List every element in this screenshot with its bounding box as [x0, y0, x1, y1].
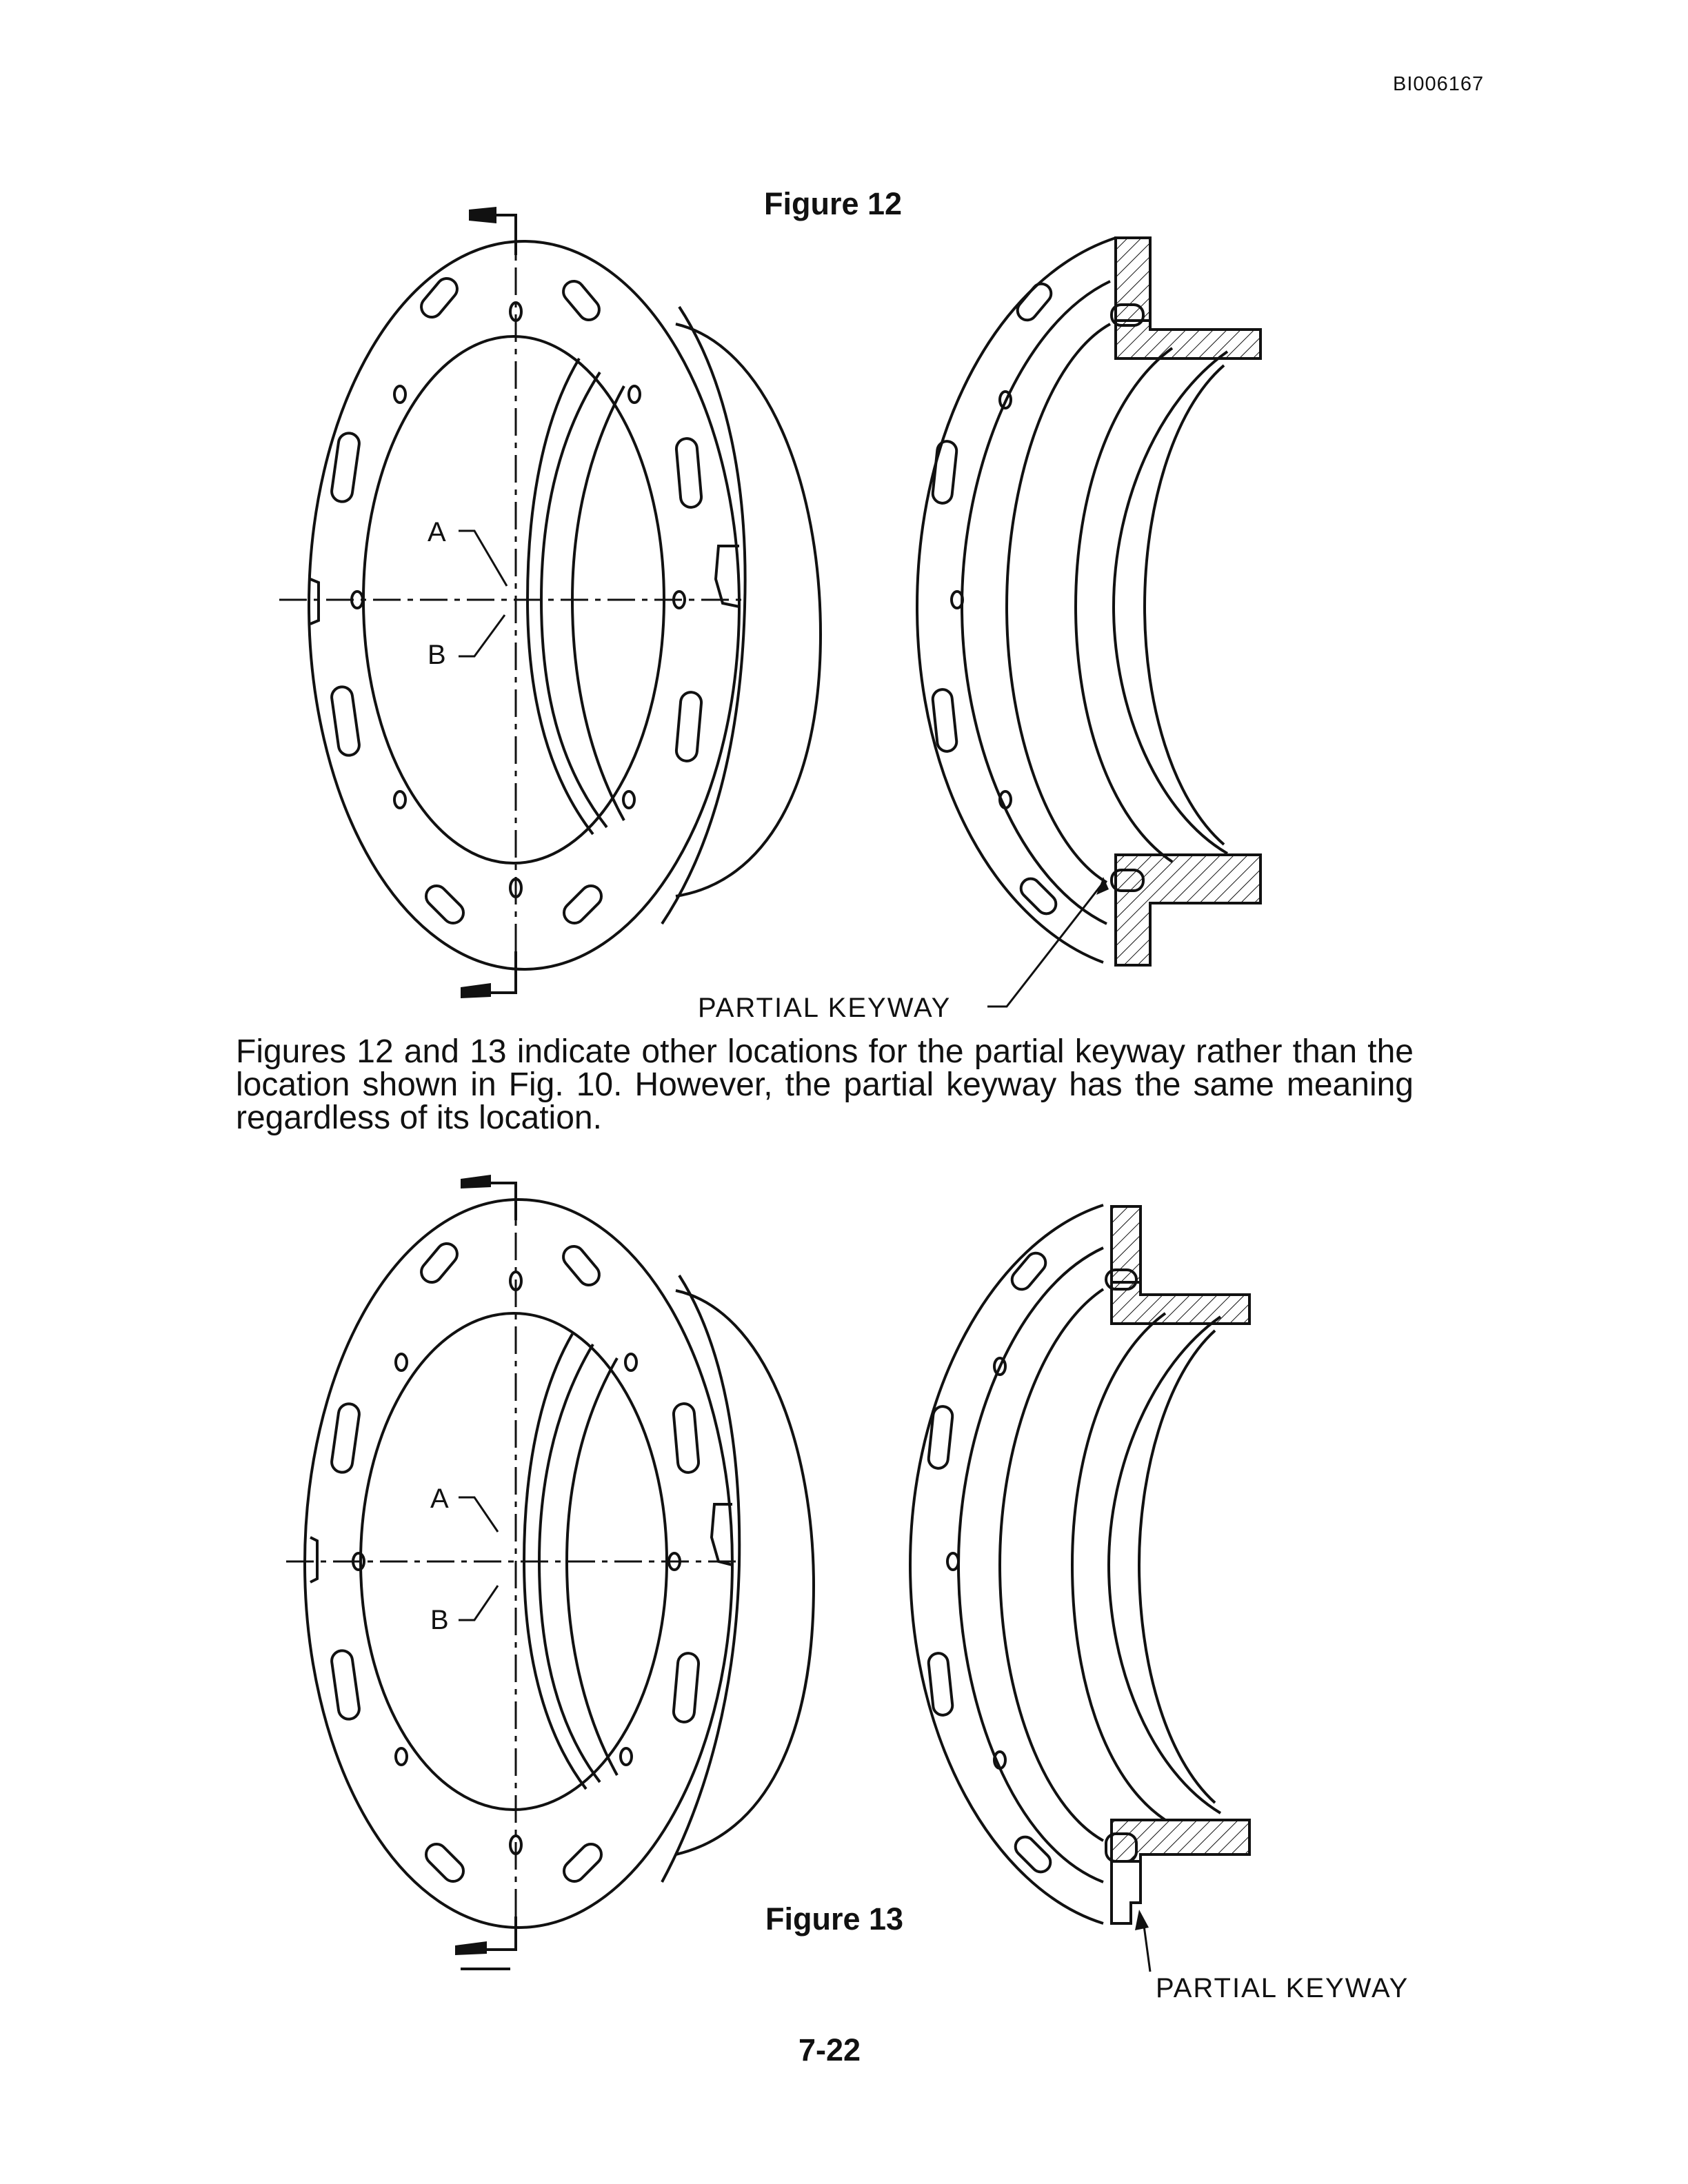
figure-12-label-b: B: [428, 640, 446, 670]
figure-13-label-b: B: [430, 1605, 449, 1635]
body-paragraph: Figures 12 and 13 indicate other locations for the partial keyway rather than the location shown in Fig. 10. However, the partial keyway has the same meaning regardless of its location.: [236, 1033, 1414, 1136]
figure-12-label-a: A: [428, 517, 446, 547]
figure-13-title: Figure 13: [765, 1901, 904, 1937]
figure-13-label-a: A: [430, 1484, 449, 1514]
figure-12-callout: PARTIAL KEYWAY: [698, 993, 952, 1023]
figure-13-callout: PARTIAL KEYWAY: [1156, 1973, 1409, 2003]
page-number: 7-22: [798, 2032, 861, 2067]
document-id: BI006167: [1393, 73, 1485, 95]
figure-12-title: Figure 12: [764, 186, 903, 221]
